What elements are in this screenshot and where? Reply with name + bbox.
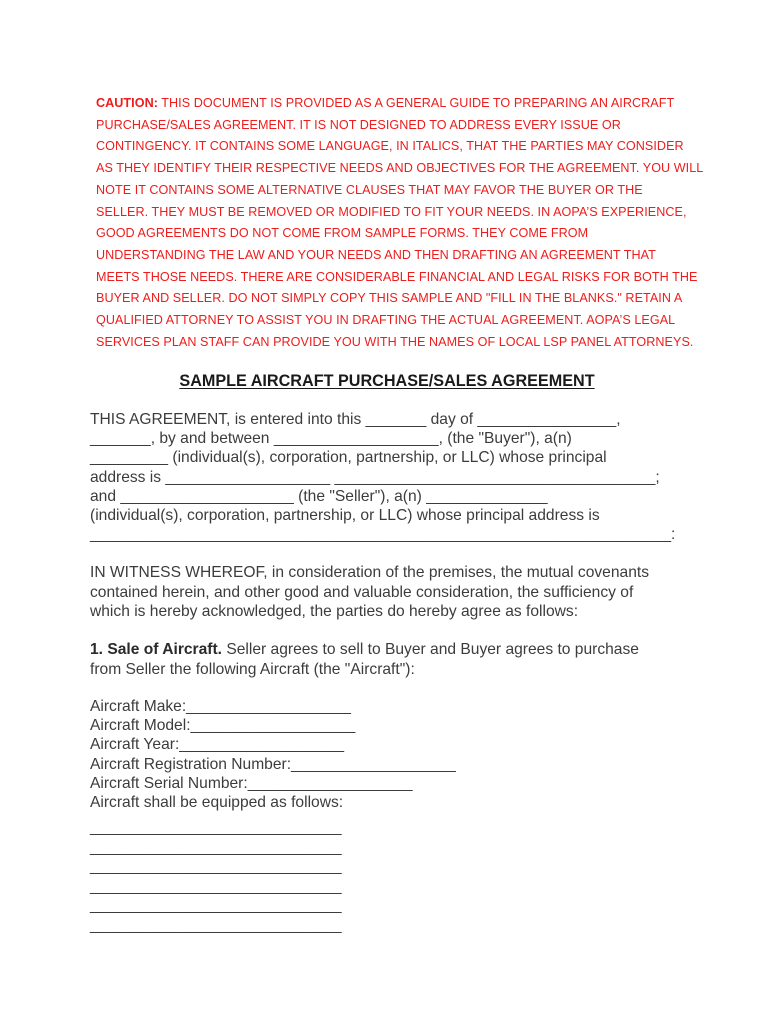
aircraft-registration-field: Aircraft Registration Number:___________________ [90,755,456,773]
caution-line: BUYER AND SELLER. DO NOT SIMPLY COPY THIS SAMPLE AND "FILL IN THE BLANKS." RETAIN A [96,291,683,306]
caution-line: CAUTION: THIS DOCUMENT IS PROVIDED AS A GENERAL GUIDE TO PREPARING AN AIRCRAFT [96,96,675,110]
caution-line: SELLER. THEY MUST BE REMOVED OR MODIFIED TO FIT YOUR NEEDS. IN AOPA’S EXPERIENCE, [96,204,687,219]
caution-line: GOOD AGREEMENTS DO NOT COME FROM SAMPLE FORMS. THEY COME FROM [96,226,589,241]
aircraft-model-field: Aircraft Model:___________________ [90,717,356,735]
caution-line: SERVICES PLAN STAFF CAN PROVIDE YOU WITH THE NAMES OF LOCAL LSP PANEL ATTORNEYS. [96,334,694,349]
aircraft-year-field: Aircraft Year:___________________ [90,736,345,754]
equipment-blank-line: _____________________________ [90,877,342,895]
caution-line: UNDERSTANDING THE LAW AND YOUR NEEDS AND THEN DRAFTING AN AGREEMENT THAT [96,247,656,262]
equipment-blank-line: _____________________________ [90,916,342,934]
witness-line: which is hereby acknowledged, the parties do hereby agree as follows: [90,603,579,620]
caution-line: NOTE IT CONTAINS SOME ALTERNATIVE CLAUSES THAT MAY FAVOR THE BUYER OR THE [96,182,643,197]
equipment-blank-line: _____________________________ [90,838,342,856]
intro-line: (individual(s), corporation, partnership, or LLC) whose principal address is [90,507,600,525]
intro-line: ___________________________________________________________________: [90,526,676,544]
equipment-blank-line: _____________________________ [90,897,342,915]
caution-line: AS THEY IDENTIFY THEIR RESPECTIVE NEEDS AND OBJECTIVES FOR THE AGREEMENT. YOU WILL [96,161,704,176]
intro-line: THIS AGREEMENT, is entered into this _______ day of ________________, [90,411,621,428]
equipment-blank-line: _____________________________ [90,858,342,876]
sale-of-aircraft-section [90,640,690,680]
caution-notice [96,93,704,353]
witness-line: IN WITNESS WHEREOF, in consideration of the premises, the mutual covenants [90,564,649,581]
caution-label: CAUTION: [96,96,158,110]
equipment-blanks [90,818,690,936]
sale-line: from Seller the following Aircraft (the "Aircraft"): [90,660,415,678]
witness-line: contained herein, and other good and valuable consideration, the sufficiency of [90,583,634,601]
witness-paragraph [90,563,690,622]
intro-line: and ____________________ (the "Seller"), a(n) ______________ [90,487,548,505]
intro-line: address is ___________________ _____________________________________; [90,468,660,486]
agreement-intro [90,410,690,544]
intro-line: _______, by and between ___________________, (the "Buyer"), a(n) [90,430,572,448]
caution-line: PURCHASE/SALES AGREEMENT. IT IS NOT DESIGNED TO ADDRESS EVERY ISSUE OR [96,117,621,132]
caution-line: MEETS THOSE NEEDS. THERE ARE CONSIDERABLE FINANCIAL AND LEGAL RISKS FOR BOTH THE [96,269,698,284]
document-title: SAMPLE AIRCRAFT PURCHASE/SALES AGREEMENT [179,372,595,390]
section-heading: 1. Sale of Aircraft. [90,641,223,658]
caution-line: CONTINGENCY. IT CONTAINS SOME LANGUAGE, IN ITALICS, THAT THE PARTIES MAY CONSIDER [96,139,684,154]
sale-line: 1. Sale of Aircraft. Seller agrees to sell to Buyer and Buyer agrees to purchase [90,641,639,658]
caution-line: QUALIFIED ATTORNEY TO ASSIST YOU IN DRAFTING THE ACTUAL AGREEMENT. AOPA’S LEGAL [96,313,676,328]
equipment-label: Aircraft shall be equipped as follows: [90,794,344,812]
intro-line: _________ (individual(s), corporation, partnership, or LLC) whose principal [90,449,607,467]
aircraft-make-field: Aircraft Make:___________________ [90,698,351,715]
aircraft-serial-field: Aircraft Serial Number:___________________ [90,774,413,792]
aircraft-details [90,697,690,812]
equipment-blank-line: _____________________________ [90,819,342,836]
